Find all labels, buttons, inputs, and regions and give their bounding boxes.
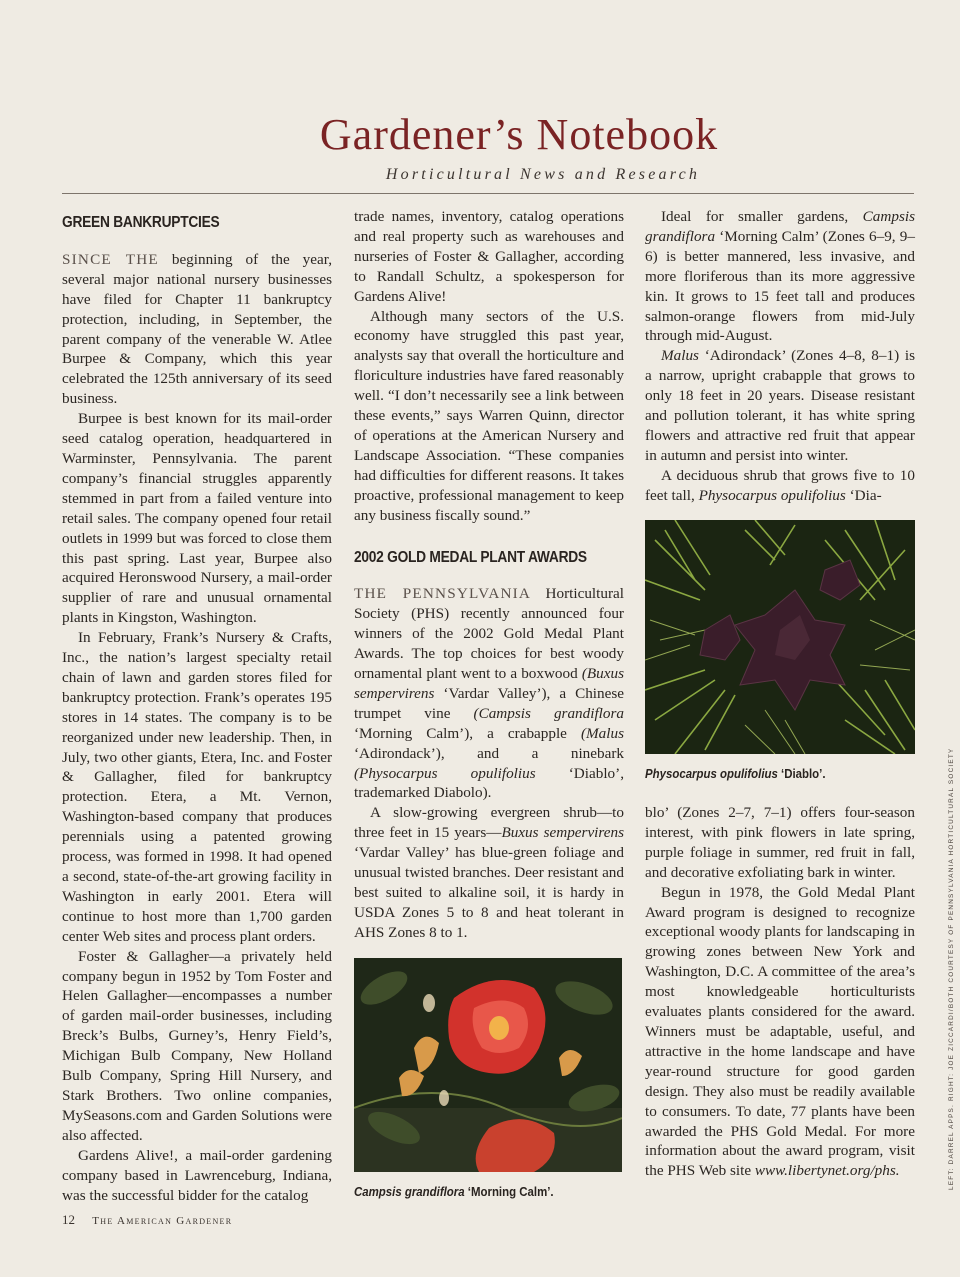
caption-cultivar: ‘Diablo’. bbox=[777, 766, 826, 781]
text: ‘Morning Calm’ (Zones 6–9, 9–6) is better mannered, less invasive, and more floriferous than its more aggressive kin. It grows to 15 feet tall and produces salmon-orange flowers from mid-July through mid-August. bbox=[645, 227, 915, 345]
page-title: Gardener’s Notebook bbox=[319, 110, 719, 159]
lead-in: SINCE THE bbox=[62, 250, 159, 268]
physocarpus-illustration bbox=[645, 520, 915, 754]
paragraph: Burpee is best known for its mail-order seed catalog operation, headquartered in Warminster, Pennsylvania. The parent company’s financial struggles apparently stemmed in part from a failed venture into retail sales. The company opened four retail outlets in 1999 but was forced to close them this past spring. Last year, Burpee also acquired Heronswood Nursery, a mail-order supplier of rare and unusual ornamental plants in Kingston, Washington. bbox=[62, 410, 332, 627]
paragraph: Although many sectors of the U.S. economy have struggled this past year, analysts say that overall the horticulture and floriculture industries have fared reasonably well. “I don’t necessarily see a link between these events,” says Warren Quinn, director of operations at the American Nursery and Landscape Association. “These companies had difficulties for different reasons. It takes proactive, professional management to keep any business fiscally sound.” bbox=[354, 307, 624, 524]
campsis-caption bbox=[354, 1184, 554, 1199]
publication-name: The American Gardener bbox=[92, 1215, 233, 1227]
text: A deciduous shrub that grows five to 10 feet tall, bbox=[645, 466, 915, 504]
species-name: Buxus sempervirens bbox=[501, 824, 624, 842]
text: ‘Adirondack’), and a ninebark bbox=[354, 744, 624, 762]
text: ‘Dia- bbox=[845, 486, 882, 504]
campsis-illustration bbox=[354, 958, 622, 1172]
web-address: www.libertynet.org/phs. bbox=[754, 1162, 900, 1180]
text: Begun in 1978, the Gold Medal Plant Award program is designed to recognize exceptional woody plants for landscaping in growing zones between New York and Washington, D.C. A committee of the area’s most knowledgeable horticulturists evaluates plants considered for the award. Winners must be adaptable, useful, and attractive in the home landscape and have year-round structure for good garden design. They also must be readily available to consumers. To date, 77 plants have been awarded the PHS Gold Medal. For more information about the award program, visit the PHS Web site bbox=[645, 883, 915, 1180]
text: Horticultural Society (PHS) recently announced four winners of the 2002 Gold Medal Plant Awards. The top choices for best woody ornamental plant went to a boxwood bbox=[354, 585, 624, 683]
species-name: (Malus bbox=[580, 724, 624, 742]
caption-species: Campsis grandiflora bbox=[354, 1184, 465, 1199]
paragraph bbox=[645, 346, 915, 465]
masthead bbox=[60, 108, 916, 184]
paragraph: trade names, inventory, catalog operations and real property such as warehouses and nurseries of Foster & Gallagher, according to Randall Schultz, a spokesperson for Gardens Alive! bbox=[354, 208, 624, 305]
section-heading-bankruptcies: GREEN BANKRUPTCIES bbox=[62, 214, 220, 231]
page-subtitle: Horticultural News and Research bbox=[385, 166, 701, 183]
photo-credit: LEFT: DARREL APPS. RIGHT: JOE ZICCARDI/BOTH COURTESY OF PENNSYLVANIA HORTICULTURAL SOCIETY bbox=[948, 747, 955, 1190]
species-name: (Physocarpus opulifolius bbox=[354, 764, 536, 782]
header-rule bbox=[62, 193, 914, 194]
species-name: Physocarpus opulifolius bbox=[698, 486, 846, 504]
physocarpus-caption bbox=[645, 766, 826, 781]
species-name: (Buxus sempervirens bbox=[354, 665, 624, 702]
paragraph bbox=[354, 584, 624, 803]
paragraph-text: beginning of the year, several major national nursery businesses have filed for Chapter 11 bankruptcy protection, including, in September, the parent company of the venerable W. Atlee Burpee & Company, which this year celebrated the 125th anniversary of its seed business. bbox=[62, 250, 332, 408]
paragraph: In February, Frank’s Nursery & Crafts, Inc., the nation’s largest specialty retail chain of lawn and garden stores filed for bankruptcy protection. Frank’s operates 195 stores in 14 states. The company is to be reorganized under new leadership. Then, in July, two other giants, Etera, Inc. and Foster & Gallagher, filed for bankruptcy protection. Etera, a Mt. Vernon, Washington-based company that produces perennials using a patented growing process, was formed in 1998. It had opened a second, state-of-the-art growing facility in Washington in early 2001. Etera will continue to host more than 1,700 garden center Web sites and process plant orders. bbox=[62, 629, 332, 945]
paragraph bbox=[645, 883, 915, 1182]
lead-in: THE PENNSYLVANIA bbox=[354, 585, 532, 603]
page-footer bbox=[62, 1212, 232, 1228]
text: ‘Morning Calm’), a crabapple bbox=[354, 724, 581, 742]
text: ‘Diablo’, trademarked Diabolo). bbox=[354, 764, 624, 802]
section-heading-awards: 2002 GOLD MEDAL PLANT AWARDS bbox=[354, 548, 587, 566]
paragraph bbox=[62, 250, 332, 409]
text: ‘Adirondack’ (Zones 4–8, 8–1) is a narrow, upright crabapple that grows to only 18 feet in 20 years. Disease resistant and pollution tolerant, it has white spring flowers and attractive red fruit that appear in autumn and persist into winter. bbox=[645, 347, 915, 464]
caption-species: Physocarpus opulifolius bbox=[645, 766, 778, 781]
text: ‘Vardar Valley’ has blue-green foliage and unusual twisted branches. Deer resistant and best suited to alkaline soil, it is hardy in USDA Zones 5 to 8 and heat tolerant in AHS Zones 8 to 1. bbox=[354, 844, 624, 941]
column-3-top bbox=[645, 207, 915, 506]
column-1 bbox=[62, 207, 332, 1205]
column-2 bbox=[354, 207, 624, 943]
column-3-bottom bbox=[645, 803, 915, 1181]
physocarpus-photo bbox=[645, 520, 915, 754]
paragraph bbox=[645, 466, 915, 506]
text: ‘Vardar Valley’), a Chinese trumpet vine bbox=[354, 684, 624, 722]
page-number: 12 bbox=[62, 1212, 75, 1227]
caption-cultivar: ‘Morning Calm’. bbox=[464, 1184, 554, 1199]
species-name: (Campsis grandiflora bbox=[473, 704, 624, 722]
paragraph: Foster & Gallagher—a privately held company begun in 1952 by Tom Foster and Helen Gallagher—encompasses a number of garden mail-order businesses, including Breck’s Bulbs, Gurney’s, Henry Field’s, Michigan Bulb Company, New Holland Bulb Company, Spring Hill Nursery, and Stark Brothers. Two online companies, MySeasons.com and Garden Solutions were also affected. bbox=[62, 947, 332, 1144]
species-name: Campsis grandiflora bbox=[645, 208, 915, 245]
paragraph: Gardens Alive!, a mail-order gardening company based in Lawrenceburg, Indiana, was the successful bidder for the catalog bbox=[62, 1146, 332, 1204]
paragraph: blo’ (Zones 2–7, 7–1) offers four-season interest, with pink flowers in late spring, purple foliage in summer, red fruit in fall, and decorative exfoliating bark in winter. bbox=[645, 804, 915, 881]
text: A slow-growing evergreen shrub—to three feet in 15 years— bbox=[354, 804, 624, 842]
paragraph bbox=[645, 207, 915, 346]
species-name: Malus bbox=[661, 347, 699, 365]
text: Ideal for smaller gardens, bbox=[661, 208, 863, 225]
campsis-photo bbox=[354, 958, 622, 1172]
paragraph bbox=[354, 803, 624, 942]
